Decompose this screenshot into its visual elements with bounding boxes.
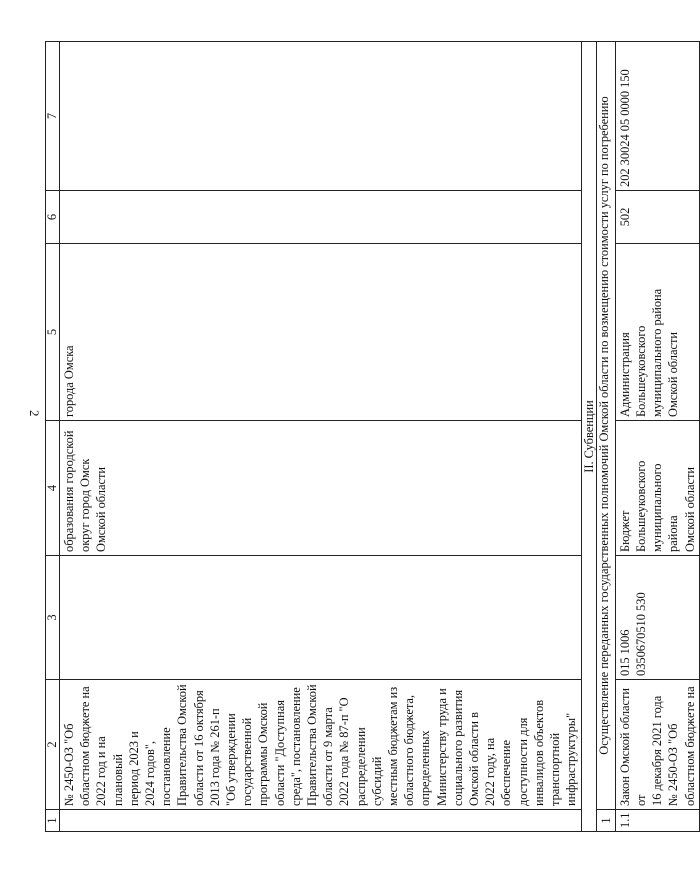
cont-col-2: № 2450-ОЗ "Об областном бюджете на 2022 год и на плановый период 2023 и 2024 годов", постановление Правительства Омской области от 16 октября 2013 года № 261-п "Об утверждении государственной программы Омской области "Доступная среда", постановление Правительства Омской области от 9 марта 2022 года № 87-п "О распределении субсидий местным бюджетам из областного бюджета, определенных Министерству труда и социального развития Омской области в 2022 году, на обеспечение доступности для инвалидов объектов транспортной инфраструктуры": [60, 680, 582, 810]
continuation-row: [60, 42, 582, 832]
subsection-title: Осуществление переданных государственных полномочий Омской области по возмещению стоимости услуг по погребению: [596, 42, 615, 810]
row-col-4: Бюджет Большеуковского муниципального района Омской области: [615, 421, 699, 556]
row-col-3: 015 1006 0350670510 530: [615, 556, 699, 680]
cont-col-5: города Омска: [60, 244, 582, 421]
section-row: [581, 42, 596, 832]
row-col-5: Администрация Большеуковского муниципального района Омской области: [615, 244, 699, 421]
budget-table: [45, 41, 700, 832]
header-col-7: 7: [46, 42, 60, 191]
header-row: [46, 42, 60, 832]
row-col-7: 202 30024 05 0000 150: [615, 42, 699, 191]
table-row: [615, 42, 699, 832]
row-number: 1.1: [615, 810, 699, 832]
cont-col-4: образования городской округ город Омск Омской области: [60, 421, 582, 556]
page-number: 2: [27, 410, 42, 417]
cont-col-7: [60, 42, 582, 191]
rotated-document-page: [45, 42, 697, 832]
header-col-1: 1: [46, 810, 60, 832]
row-col-2: Закон Омской области от 16 декабря 2021 года № 2450-ОЗ "Об областном бюджете на: [615, 680, 699, 810]
header-col-5: 5: [46, 244, 60, 421]
cont-col-3: [60, 556, 582, 680]
section-title: II. Субвенции: [581, 42, 596, 832]
row-col-6: 502: [615, 191, 699, 244]
cont-col-1: [60, 810, 582, 832]
header-col-6: 6: [46, 191, 60, 244]
subsection-row: [596, 42, 615, 832]
header-col-2: 2: [46, 680, 60, 810]
subsection-number: 1: [596, 810, 615, 832]
header-col-4: 4: [46, 421, 60, 556]
cont-col-6: [60, 191, 582, 244]
header-col-3: 3: [46, 556, 60, 680]
